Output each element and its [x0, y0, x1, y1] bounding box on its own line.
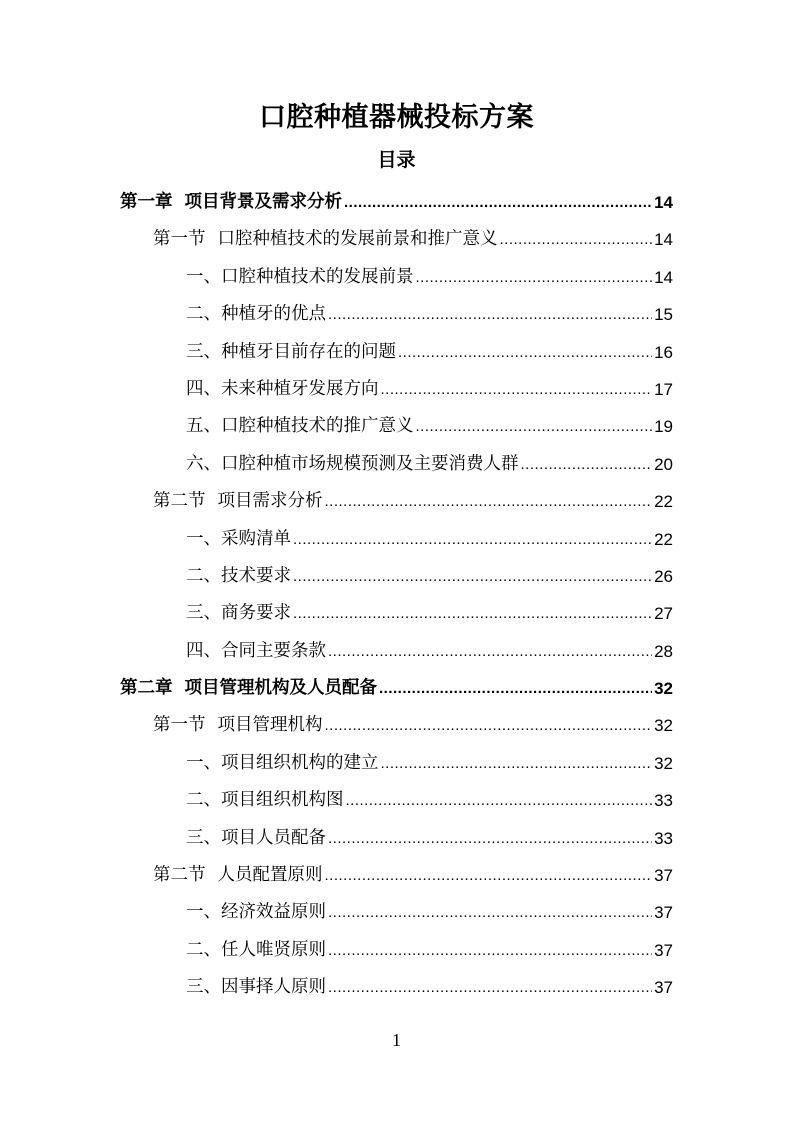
- toc-entry-text: 项目组织机构图: [221, 790, 344, 811]
- dot-leader: [416, 408, 653, 445]
- toc-item-entry[interactable]: [0, 894, 793, 931]
- toc-entry-prefix: 一、: [186, 528, 221, 549]
- dot-leader: [325, 707, 653, 744]
- toc-entry-prefix: 一、: [186, 752, 221, 773]
- toc-section-entry[interactable]: [0, 483, 793, 520]
- toc-page-number: 22: [654, 529, 673, 549]
- toc-item-entry[interactable]: [0, 296, 793, 333]
- toc-item-entry[interactable]: [0, 446, 793, 483]
- toc-page-number: 22: [654, 492, 673, 512]
- dot-leader: [328, 633, 652, 670]
- toc-page-number: 32: [654, 753, 673, 773]
- toc-item-entry[interactable]: [0, 633, 793, 670]
- toc-entry-text: 项目组织机构的建立: [221, 752, 379, 773]
- toc-item-entry[interactable]: [0, 259, 793, 296]
- toc-page-number: 14: [654, 230, 673, 250]
- toc-entry-label: [186, 595, 291, 632]
- toc-entry-label: [186, 521, 291, 558]
- toc-entry-text: 项目背景及需求分析: [184, 192, 342, 212]
- toc-entry-label: [153, 857, 323, 894]
- toc-entry-label: [186, 932, 326, 969]
- toc-page-number: 15: [654, 305, 673, 325]
- toc-entry-text: 合同主要条款: [221, 640, 326, 661]
- dot-leader: [521, 446, 653, 483]
- toc-entry-label: [186, 371, 379, 408]
- toc-item-entry[interactable]: [0, 521, 793, 558]
- dot-leader: [293, 558, 652, 595]
- table-of-contents: [0, 184, 793, 1007]
- toc-entry-prefix: 三、: [186, 827, 221, 848]
- toc-entry-text: 口腔种植市场规模预测及主要消费人群: [221, 453, 519, 474]
- toc-entry-label: [186, 969, 326, 1006]
- toc-item-entry[interactable]: [0, 334, 793, 371]
- dot-leader: [328, 296, 652, 333]
- toc-section-entry[interactable]: [0, 857, 793, 894]
- toc-entry-text: 口腔种植技术的推广意义: [221, 416, 414, 437]
- dot-leader: [325, 857, 653, 894]
- toc-entry-label: [186, 334, 396, 371]
- toc-page-number: 19: [654, 417, 673, 437]
- toc-entry-prefix: 二、: [186, 790, 221, 811]
- toc-entry-text: 因事择人原则: [221, 977, 326, 998]
- toc-entry-prefix: 第一节: [153, 715, 206, 736]
- toc-heading: 目录: [377, 149, 416, 171]
- page-number: 1: [392, 1030, 401, 1050]
- toc-entry-text: 种植牙的优点: [221, 304, 326, 325]
- toc-page-number: 14: [654, 193, 673, 212]
- toc-entry-prefix: 五、: [186, 416, 221, 437]
- toc-chapter-entry[interactable]: [0, 184, 793, 221]
- toc-page-number: 37: [654, 866, 673, 886]
- dot-leader: [328, 894, 652, 931]
- dot-leader: [293, 595, 652, 632]
- dot-leader: [344, 184, 652, 221]
- toc-page-number: 32: [654, 679, 673, 699]
- toc-item-entry[interactable]: [0, 820, 793, 857]
- toc-entry-prefix: 第二节: [153, 491, 206, 512]
- toc-entry-label: [186, 558, 291, 595]
- toc-item-entry[interactable]: [0, 371, 793, 408]
- toc-entry-prefix: 四、: [186, 640, 221, 661]
- toc-chapter-entry[interactable]: [0, 670, 793, 707]
- dot-leader: [325, 483, 653, 520]
- toc-item-entry[interactable]: [0, 745, 793, 782]
- toc-entry-label: [186, 446, 519, 483]
- dot-leader: [398, 334, 652, 371]
- toc-entry-label: [186, 782, 344, 819]
- toc-entry-label: [153, 707, 323, 744]
- toc-entry-prefix: 第二章: [120, 678, 173, 699]
- toc-item-entry[interactable]: [0, 558, 793, 595]
- toc-entry-label: [186, 633, 326, 670]
- toc-entry-label: [153, 483, 323, 520]
- toc-entry-prefix: 二、: [186, 304, 221, 325]
- toc-page-number: 37: [654, 978, 673, 998]
- dot-leader: [293, 521, 652, 558]
- toc-entry-prefix: 第一章: [120, 192, 173, 212]
- toc-item-entry[interactable]: [0, 408, 793, 445]
- toc-entry-prefix: 三、: [186, 341, 221, 362]
- toc-entry-text: 项目管理机构: [217, 715, 323, 736]
- toc-page-number: 26: [654, 566, 673, 586]
- toc-entry-text: 人员配置原则: [217, 865, 323, 886]
- dot-leader: [381, 371, 653, 408]
- toc-page-number: 16: [654, 342, 673, 362]
- toc-item-entry[interactable]: [0, 932, 793, 969]
- toc-entry-text: 项目管理机构及人员配备: [184, 678, 377, 699]
- toc-entry-text: 口腔种植技术的发展前景和推广意义: [217, 229, 498, 250]
- toc-entry-prefix: 三、: [186, 603, 221, 624]
- dot-leader: [379, 670, 652, 707]
- dot-leader: [381, 745, 653, 782]
- toc-item-entry[interactable]: [0, 782, 793, 819]
- toc-entry-text: 种植牙目前存在的问题: [221, 341, 396, 362]
- toc-item-entry[interactable]: [0, 969, 793, 1006]
- toc-page-number: 27: [654, 604, 673, 624]
- toc-entry-label: [186, 745, 379, 782]
- toc-entry-label: [186, 894, 326, 931]
- toc-page-number: 20: [654, 454, 673, 474]
- toc-entry-text: 未来种植牙发展方向: [221, 378, 379, 399]
- toc-section-entry[interactable]: [0, 707, 793, 744]
- toc-entry-label: [120, 670, 377, 707]
- toc-entry-prefix: 二、: [186, 565, 221, 586]
- dot-leader: [500, 221, 653, 258]
- dot-leader: [328, 969, 652, 1006]
- dot-leader: [346, 782, 653, 819]
- toc-entry-label: [186, 259, 414, 296]
- document-title: 口腔种植器械投标方案: [259, 102, 534, 133]
- toc-page-number: 33: [654, 828, 673, 848]
- toc-entry-prefix: 第一节: [153, 229, 206, 250]
- toc-entry-label: [120, 184, 342, 221]
- toc-page-number: 28: [654, 641, 673, 661]
- toc-entry-text: 任人唯贤原则: [221, 939, 326, 960]
- dot-leader: [328, 932, 652, 969]
- toc-page-number: 14: [654, 267, 673, 287]
- toc-entry-label: [186, 408, 414, 445]
- toc-entry-label: [153, 221, 498, 258]
- toc-entry-text: 技术要求: [221, 565, 291, 586]
- toc-page-number: 32: [654, 716, 673, 736]
- toc-entry-text: 项目需求分析: [217, 491, 323, 512]
- toc-entry-prefix: 三、: [186, 977, 221, 998]
- toc-entry-text: 经济效益原则: [221, 902, 326, 923]
- toc-entry-text: 商务要求: [221, 603, 291, 624]
- toc-entry-label: [186, 820, 326, 857]
- dot-leader: [416, 259, 653, 296]
- toc-page-number: 33: [654, 791, 673, 811]
- toc-page-number: 37: [654, 940, 673, 960]
- toc-entry-text: 项目人员配备: [221, 827, 326, 848]
- toc-entry-label: [186, 296, 326, 333]
- dot-leader: [328, 820, 652, 857]
- toc-entry-text: 采购清单: [221, 528, 291, 549]
- toc-entry-prefix: 四、: [186, 378, 221, 399]
- toc-section-entry[interactable]: [0, 221, 793, 258]
- toc-item-entry[interactable]: [0, 595, 793, 632]
- toc-entry-text: 口腔种植技术的发展前景: [221, 266, 414, 287]
- toc-entry-prefix: 六、: [186, 453, 221, 474]
- toc-entry-prefix: 第二节: [153, 865, 206, 886]
- toc-entry-prefix: 二、: [186, 939, 221, 960]
- toc-page-number: 37: [654, 903, 673, 923]
- toc-page-number: 17: [654, 379, 673, 399]
- toc-entry-prefix: 一、: [186, 266, 221, 287]
- toc-entry-prefix: 一、: [186, 902, 221, 923]
